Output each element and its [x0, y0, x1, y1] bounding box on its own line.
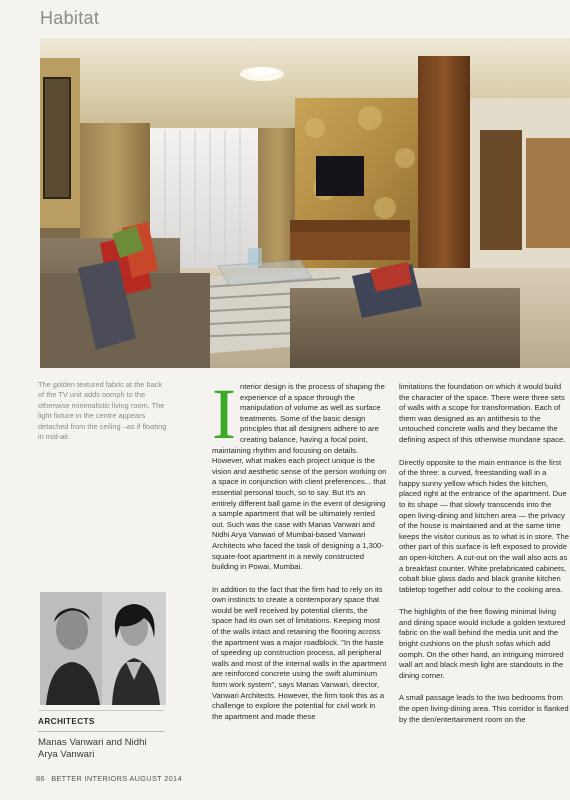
- page-number: 86: [36, 774, 45, 783]
- architects-credit: [38, 710, 164, 771]
- architects-label: ARCHITECTS: [38, 717, 95, 726]
- article-paragraph: limitations the foundation on which it would build the character of the space. There were three sets of walls with a scope for transformation. Each of them was designed as an antithesis to the untouched concrete walls and they became the defining aspect of this otherwise mundane space.: [399, 382, 566, 444]
- article-paragraph: In addition to the fact that the firm had to rely on its own instincts to create a contemporary space that would be well received by potential clients, the space had its own set of limitations. Keeping most of the walls intact and retaining the flooring across the apartment was a major roadblock. "In the haste of speeding up construction process, all peripheral walls and most of the internal walls in the apartment are reinforced concrete using the swift aluminium form work system", says Manas Vanwari, director, Vanwari Architects. However, the firm took this as a challenge to explore the potential for civil work in the apartment and made these: [212, 584, 387, 721]
- article-column-1: [212, 374, 388, 734]
- issue-date: AUGUST 2014: [129, 774, 182, 783]
- divider: [38, 731, 164, 732]
- page-footer: [36, 774, 182, 783]
- article-paragraph: nterior design is the process of shaping the experience of a space through the manipulation of volume as well as surface treatments. Some of the basic design principles that all designers adhere to are creating balance, having a focal point, maintaining rhythm and focusing on details. However, what makes each project unique is the vision and aesthetic sense of the person working on a space in conjunction with client preferences... that essential personal touch, so to say. But it's an entirely different ball game in the event of designing a sample apartment that will be ultimately rented out. Such was the case with Manas Vanwari and Nidhi Arya Vanwari of Mumbai-based Vanwari Architects who faced the task of designing a 1,300-square-foot apartment in a newly constructed building in Powai, Mumbai.: [212, 382, 387, 572]
- article-column-2: [399, 382, 569, 737]
- architects-photo: [40, 592, 166, 705]
- drop-cap: I: [212, 374, 236, 454]
- article-paragraph: A small passage leads to the two bedrooms from the open living-dining area. This corridor is flanked by the den/entertainment room on the: [399, 693, 569, 724]
- article-paragraph: The highlights of the free flowing minimal living and dining space would include a golden textured fabric on the wall behind the media unit and the bright cushions on the plush sofas which add oomph. On the other hand, an intriguing mirrored wall art and black mesh light are standouts in the dining corner.: [399, 607, 566, 680]
- section-title: Habitat: [40, 8, 100, 28]
- article-paragraph: Directly opposite to the main entrance is the first of the three: a curved, freestanding wall in a happy sunny yellow which hides the kitchen, placed right at the entrance of the apartment. Due to its shape — that slowly transcends into the open living-dining and kitchen area — the privacy of the house is maintained and at the same time keeps the visitor curious as to what is in store. The other part of this surface is left exposed to provide an open-kitchen. A cut-out on the wall also acts as a breakfast counter. White prefabricated cabinets, cobalt blue glass dado and black granite kitchen tabletop together add colour to the cooking area.: [399, 457, 569, 594]
- architects-names: Manas Vanwari and Nidhi Arya Vanwari: [38, 737, 147, 760]
- living-room-photo: [40, 38, 570, 368]
- photo-caption: The golden textured fabric at the back of the TV unit adds oomph to the otherwise minimalistic living room. The light fixture in the centre appears detached from the ceiling –as if floating in mid-air.: [38, 380, 167, 442]
- magazine-name: BETTER INTERIORS: [51, 774, 128, 783]
